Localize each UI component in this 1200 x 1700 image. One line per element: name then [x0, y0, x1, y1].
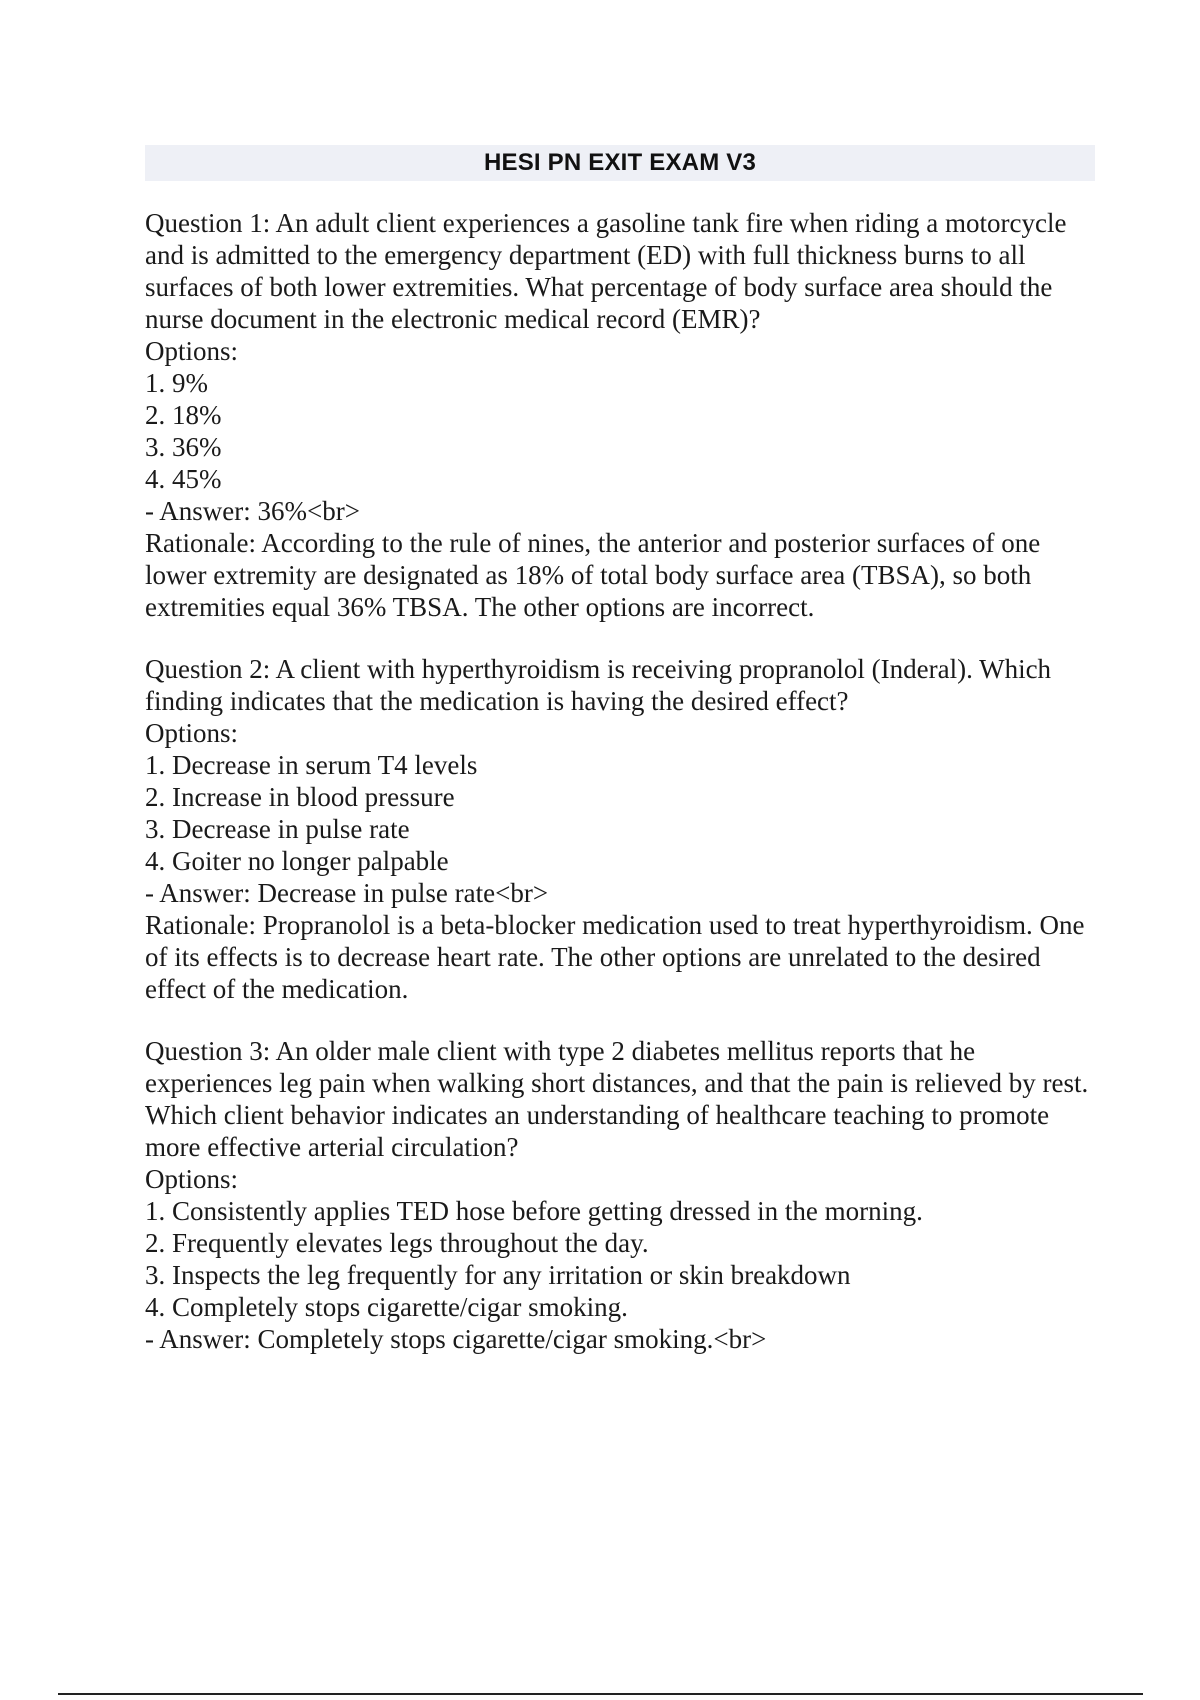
option-item: 4. Completely stops cigarette/cigar smoking. [145, 1292, 628, 1322]
document-page [145, 145, 1095, 1385]
options-list [145, 1195, 1095, 1323]
options-heading: Options: [145, 718, 239, 748]
option-item: 4. 45% [145, 464, 222, 494]
question-1 [145, 207, 1095, 623]
option-item: 1. Consistently applies TED hose before getting dressed in the morning. [145, 1196, 923, 1226]
options-heading: Options: [145, 1164, 239, 1194]
option-item: 1. 9% [145, 368, 208, 398]
document-title: HESI PN EXIT EXAM V3 [483, 149, 757, 176]
option-item: 2. Frequently elevates legs throughout the day. [145, 1228, 649, 1258]
options-list [145, 749, 1095, 877]
question-2 [145, 653, 1095, 1005]
question-text: Question 2: A client with hyperthyroidism is receiving propranolol (Inderal). Which finding indicates that the medication is having the desired effect? [145, 654, 1052, 716]
rationale-text: Rationale: According to the rule of nines, the anterior and posterior surfaces of one lower extremity are designated as 18% of total body surface area (TBSA), so both extremities equal 36% TBSA. The other options are incorrect. [145, 528, 1041, 622]
option-item: 2. 18% [145, 400, 222, 430]
option-item: 3. Decrease in pulse rate [145, 814, 410, 844]
option-item: 1. Decrease in serum T4 levels [145, 750, 478, 780]
question-text: Question 1: An adult client experiences a gasoline tank fire when riding a motorcycle and is admitted to the emergency department (ED) with full thickness burns to all surfaces of both lower extremities. What percentage of body surface area should the nurse document in the electronic medical record (EMR)? [145, 208, 1067, 334]
rationale-text: Rationale: Propranolol is a beta-blocker medication used to treat hyperthyroidism. One of its effects is to decrease heart rate. The other options are unrelated to the desired effect of the medication. [145, 910, 1085, 1004]
option-item: 3. 36% [145, 432, 222, 462]
footer-divider [58, 1693, 1143, 1695]
option-item: 3. Inspects the leg frequently for any irritation or skin breakdown [145, 1260, 851, 1290]
option-item: 2. Increase in blood pressure [145, 782, 455, 812]
options-list [145, 367, 1095, 495]
question-text: Question 3: An older male client with type 2 diabetes mellitus reports that he experiences leg pain when walking short distances, and that the pain is relieved by rest. Which client behavior indicates an understanding of healthcare teaching to promote more effective arterial circulation? [145, 1036, 1089, 1162]
options-heading: Options: [145, 336, 239, 366]
question-3 [145, 1035, 1095, 1355]
answer-text: - Answer: 36%<br> [145, 496, 360, 526]
title-bar [145, 145, 1095, 181]
answer-text: - Answer: Decrease in pulse rate<br> [145, 878, 549, 908]
answer-text: - Answer: Completely stops cigarette/cigar smoking.<br> [145, 1324, 767, 1354]
option-item: 4. Goiter no longer palpable [145, 846, 449, 876]
